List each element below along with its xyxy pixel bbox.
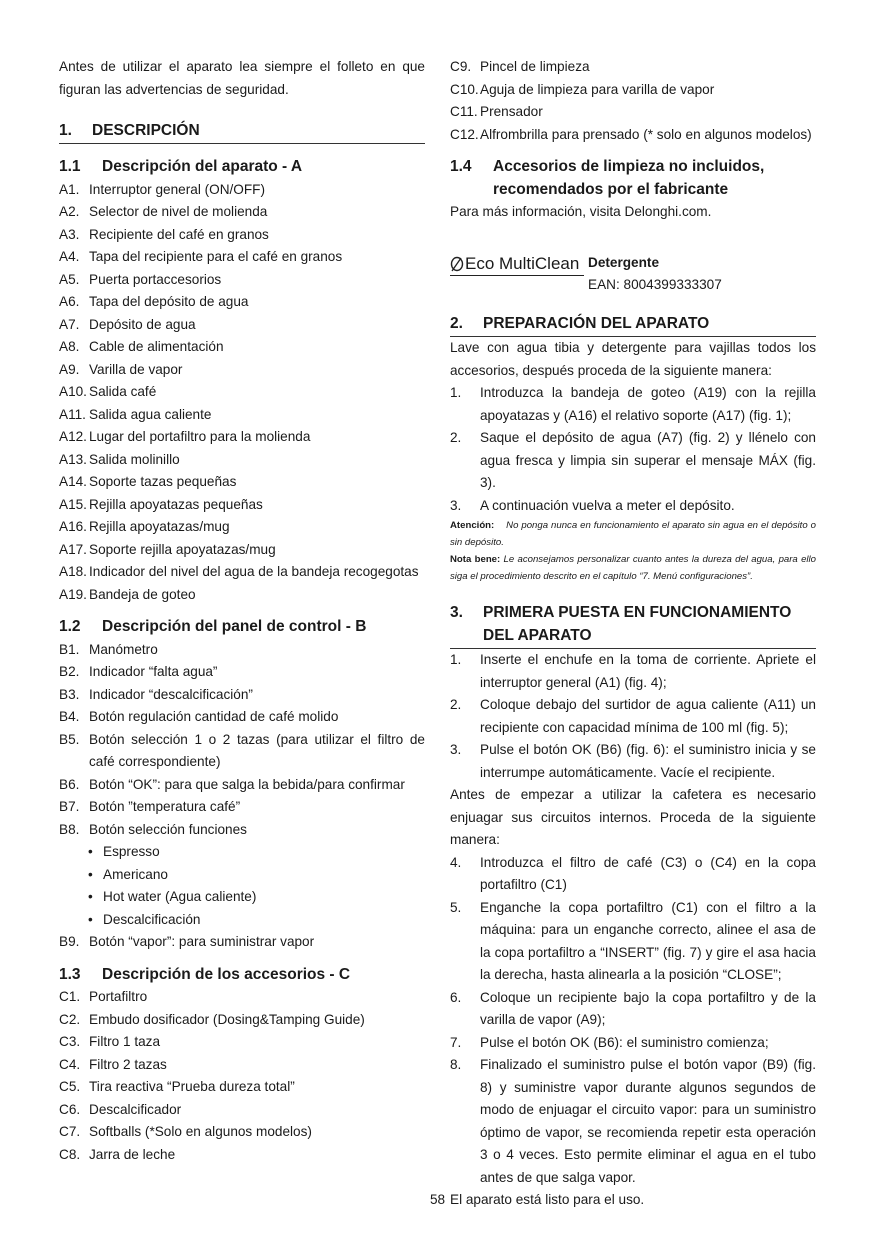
section-3-heading: 3. PRIMERA PUESTA EN FUNCIONAMIENTO DEL APARATO	[450, 602, 816, 649]
list-item: 3. Pulse el botón OK (B6) (fig. 6): el suministro inicia y se interrumpe automáticamente. Vacíe el recipiente.	[450, 742, 816, 780]
list-item: 2. Coloque debajo del surtidor de agua caliente (A11) un recipiente con capacidad mínima de 100 ml (fig. 5);	[450, 697, 816, 735]
list-item: 4. Introduzca el filtro de café (C3) o (C4) en la copa portafiltro (C1)	[450, 854, 816, 892]
section-3-steps-a	[450, 649, 816, 784]
section-3-end-text: El aparato está listo para el uso.	[450, 1192, 645, 1207]
section-2-intro: Lave con agua tibia y detergente para vajillas todos los accesorios, después proceda de la siguiente manera:	[450, 340, 816, 378]
bullet-icon: •	[88, 844, 93, 859]
list-item: C10. Aguja de limpieza para varilla de vapor	[450, 81, 715, 97]
list-item: C8. Jarra de leche	[59, 1146, 176, 1162]
section-1-4-text: Para más información, visita Delonghi.com.	[450, 204, 712, 219]
list-item: A6. Tapa del depósito de agua	[59, 294, 249, 309]
list-item: A18. Indicador del nivel del agua de la bandeja recogegotas	[59, 564, 419, 579]
list-item: B3. Indicador “descalcificación”	[59, 686, 253, 702]
list-item: A11. Salida agua caliente	[59, 406, 212, 422]
a-items-list	[59, 179, 425, 607]
c-items-list-left	[59, 986, 425, 1166]
bullet-item: • Descalcificación	[59, 909, 425, 932]
list-item: A7. Depósito de agua	[59, 316, 196, 332]
left-column	[59, 56, 425, 1166]
attention-note: Atención: No ponga nunca en funcionamiento el aparato sin agua en el depósito o sin depósito.	[450, 520, 816, 548]
list-item: A12. Lugar del portafiltro para la molienda	[59, 429, 311, 444]
eco-multiclean-block	[450, 252, 816, 296]
list-item: A8. Cable de alimentación	[59, 339, 224, 354]
section-2-steps	[450, 382, 816, 517]
list-item: A16. Rejilla apoyatazas/mug	[59, 519, 230, 534]
list-item-b9: B9. Botón “vapor”: para suministrar vapor	[59, 934, 315, 949]
list-item: C6. Descalcificador	[59, 1101, 182, 1117]
section-3-steps-b	[450, 852, 816, 1190]
intro-text: Antes de utilizar el aparato lea siempre el folleto en que figuran las advertencias de seguridad.	[59, 59, 425, 97]
list-item: B4. Botón regulación cantidad de café molido	[59, 709, 339, 724]
list-item: A3. Recipiente del café en granos	[59, 226, 269, 242]
bullet-icon: •	[88, 889, 93, 904]
section-1-2-heading: 1.2 Descripción del panel de control - B	[59, 618, 367, 635]
section-1-heading: 1. DESCRIPCIÓN	[59, 120, 425, 144]
bullet-item: • Americano	[59, 864, 425, 887]
list-item: 8. Finalizado el suministro pulse el botón vapor (B9) (fig. 8) y suministre vapor durante algunos segundos de modo de enjuagar el circuito vapor: para un suministro óptimo de vapor, se recomienda repetir esta operación 3 o 4 veces. Esto permite eliminar el agua en el tubo antes de que salga vapor.	[450, 1057, 816, 1185]
list-item: A14. Soporte tazas pequeñas	[59, 474, 237, 489]
list-item: 6. Coloque un recipiente bajo la copa portafiltro y de la varilla de vapor (A9);	[450, 989, 816, 1027]
leaf-icon	[450, 256, 464, 272]
list-item: C11. Prensador	[450, 104, 543, 119]
list-item: A19. Bandeja de goteo	[59, 586, 196, 602]
list-item: A15. Rejilla apoyatazas pequeñas	[59, 496, 263, 512]
list-item: C7. Softballs (*Solo en algunos modelos)	[59, 1124, 312, 1139]
bullet-icon: •	[88, 866, 93, 882]
eco-ean: EAN: 8004399333307	[588, 276, 722, 292]
list-item: 1. Inserte el enchufe en la toma de corriente. Apriete el interruptor general (A1) (fig. 4);	[450, 652, 816, 690]
bullet-icon: •	[88, 911, 93, 927]
list-item: A1. Interruptor general (ON/OFF)	[59, 181, 266, 197]
list-item: B6. Botón “OK”: para que salga la bebida/para confirmar	[59, 776, 405, 792]
bullet-item: • Espresso	[59, 841, 425, 864]
list-item: C9. Pincel de limpieza	[450, 59, 590, 74]
list-item: 2. Saque el depósito de agua (A7) (fig. 2) y llénelo con agua fresca y limpia sin superar el mensaje MÁX (fig. 3).	[450, 430, 816, 490]
list-item: B5. Botón selección 1 o 2 tazas (para utilizar el filtro de café correspondiente)	[59, 731, 425, 769]
list-item: C5. Tira reactiva “Prueba dureza total”	[59, 1079, 295, 1094]
nota-bene-note: Nota bene: Le aconsejamos personalizar cuanto antes la dureza del agua, para ello siga el procedimiento descrito en el capítulo “7. Menú configuraciones”.	[450, 554, 817, 582]
eco-multiclean-logo: Eco MultiClean	[450, 254, 584, 276]
page-number: 58	[429, 1192, 446, 1207]
eco-label: Detergente	[588, 254, 660, 270]
list-item: C1. Portafiltro	[59, 989, 148, 1004]
list-item: B8. Botón selección funciones	[59, 821, 247, 837]
list-item: A9. Varilla de vapor	[59, 361, 183, 377]
section-1-3-heading: 1.3 Descripción de los accesorios - C	[59, 965, 351, 983]
list-item: B7. Botón ”temperatura café”	[59, 799, 241, 814]
list-item: A2. Selector de nivel de molienda	[59, 204, 268, 219]
b8-bullets-list	[59, 841, 425, 931]
right-column	[450, 56, 816, 1212]
list-item: C4. Filtro 2 tazas	[59, 1056, 167, 1072]
section-1-1-heading: 1.1 Descripción del aparato - A	[59, 158, 303, 175]
list-item: A17. Soporte rejilla apoyatazas/mug	[59, 541, 276, 557]
list-item: C12. Alfrombrilla para prensado (* solo en algunos modelos)	[450, 126, 812, 142]
list-item: 5. Enganche la copa portafiltro (C1) con el filtro a la máquina: para un enganche correcto, alinee el asa de la copa portafiltro a “INSERT” (fig. 7) y gire el asa hacia la derecha, hasta alinearla a la posición “CLOSE”;	[450, 899, 816, 982]
list-item: A5. Puerta portaccesorios	[59, 271, 222, 287]
list-item: A10. Salida café	[59, 384, 157, 399]
list-item: C2. Embudo dosificador (Dosing&Tamping Guide)	[59, 1011, 365, 1027]
list-item: 1. Introduzca la bandeja de goteo (A19) con la rejilla apoyatazas y (A16) el relativo soporte (A17) (fig. 1);	[450, 385, 816, 423]
list-item: A4. Tapa del recipiente para el café en granos	[59, 249, 343, 264]
section-1-4-heading: 1.4 Accesorios de limpieza no incluidos, recomendados por el fabricante	[450, 158, 765, 198]
section-3-mid-text: Antes de empezar a utilizar la cafetera es necesario enjuagar sus circuitos internos. Proceda de la siguiente manera:	[450, 787, 816, 847]
list-item: 7. Pulse el botón OK (B6): el suministro comienza;	[450, 1034, 769, 1050]
c-items-list-right	[450, 56, 816, 146]
list-item: B1. Manómetro	[59, 641, 158, 657]
list-item: C3. Filtro 1 taza	[59, 1034, 161, 1049]
list-item: 3. A continuación vuelva a meter el depósito.	[450, 497, 735, 513]
eco-product-info	[588, 252, 722, 296]
list-item: B2. Indicador “falta agua”	[59, 664, 218, 679]
b-items-list	[59, 639, 425, 842]
list-item: A13. Salida molinillo	[59, 451, 180, 467]
section-2-heading: 2. PREPARACIÓN DEL APARATO	[450, 313, 816, 338]
bullet-item: • Hot water (Agua caliente)	[59, 886, 425, 909]
